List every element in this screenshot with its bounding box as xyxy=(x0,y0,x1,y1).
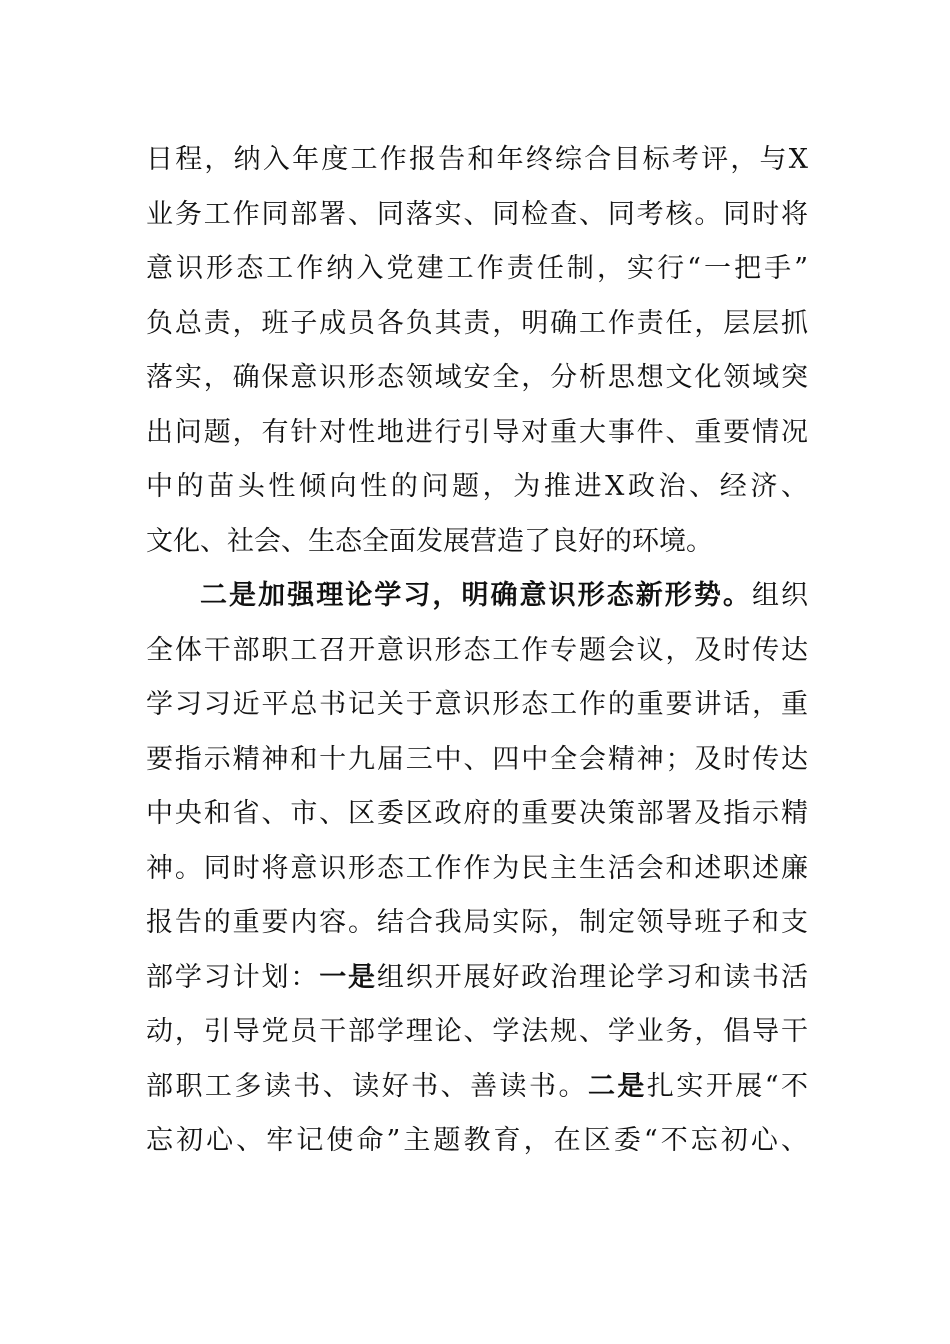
paragraph2-heading: 二是加强理论学习，明确意识形态新形势。 xyxy=(200,580,752,611)
paragraph2-line8-bold: 一是 xyxy=(319,961,377,993)
paragraph1-line-3: 意识形态工作纳入党建工作责任制，实行“一把手” xyxy=(146,253,808,284)
paragraph2-line-10 xyxy=(146,1060,808,1115)
paragraph1-line-4: 负总责，班子成员各负其责，明确工作责任，层层抓 xyxy=(146,307,808,339)
paragraph2-line-3: 学习习近平总书记关于意识形态工作的重要讲话，重 xyxy=(146,689,808,720)
paragraph2-line-4: 要指示精神和十九届三中、四中全会精神；及时传达 xyxy=(146,743,808,775)
paragraph2-line8-post: 组织开展好政治理论学习和读书活 xyxy=(376,961,809,993)
paragraph2-line-5: 中央和省、市、区委区政府的重要决策部署及指示精 xyxy=(146,798,808,829)
body-text xyxy=(146,133,808,1169)
paragraph2-line-6: 神。同时将意识形态工作作为民主生活会和述职述廉 xyxy=(146,852,808,884)
paragraph1-line-5: 落实，确保意识形态领域安全，分析思想文化领域突 xyxy=(146,362,808,393)
paragraph1-line-1: 日程，纳入年度工作报告和年终综合目标考评，与X xyxy=(146,144,808,175)
paragraph2-line-1 xyxy=(146,569,808,624)
paragraph1-line-2: 业务工作同部署、同落实、同检查、同考核。同时将 xyxy=(146,198,808,230)
paragraph2-line10-pre: 部职工多读书、读好书、善读书。 xyxy=(146,1070,588,1102)
paragraph2-line1-rest: 组织 xyxy=(751,580,809,611)
paragraph2-line10-bold: 二是 xyxy=(587,1070,647,1102)
paragraph1-line-7: 中的苗头性倾向性的问题，为推进X政治、经济、 xyxy=(146,471,808,502)
paragraph1-line-6: 出问题，有针对性地进行引导对重大事件、重要情况 xyxy=(146,416,808,448)
paragraph2-line10-post: 扎实开展“不 xyxy=(646,1070,809,1102)
paragraph2-line-2: 全体干部职工召开意识形态工作专题会议，及时传达 xyxy=(146,634,808,666)
paragraph2-line8-pre: 部学习计划： xyxy=(146,961,320,993)
paragraph2-line-9: 动，引导党员干部学理论、学法规、学业务，倡导干 xyxy=(146,1016,808,1047)
paragraph2-line-7: 报告的重要内容。结合我局实际，制定领导班子和支 xyxy=(146,907,808,938)
paragraph1-line-8: 文化、社会、生态全面发展营造了良好的环境。 xyxy=(146,525,713,557)
paragraph2-line-8 xyxy=(146,951,808,1006)
paragraph2-line-11: 忘初心、牢记使命”主题教育，在区委“不忘初心、 xyxy=(146,1125,808,1156)
